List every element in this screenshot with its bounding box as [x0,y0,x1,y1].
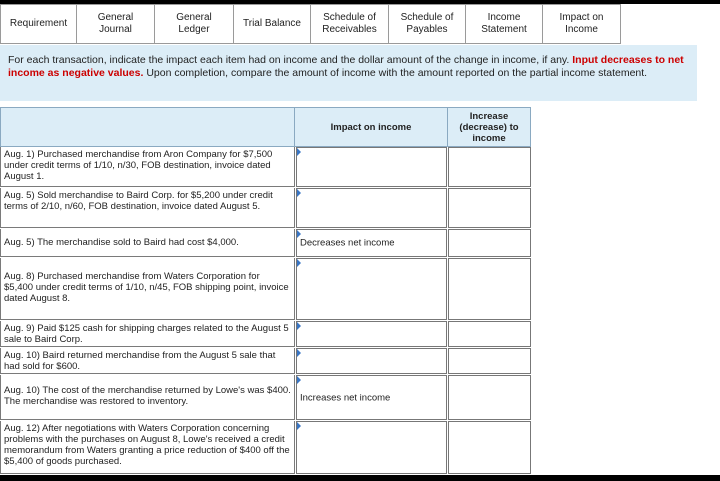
transaction-description: Aug. 5) The merchandise sold to Baird had cost $4,000. [0,229,295,257]
dropdown-marker-icon [297,148,301,156]
transaction-description: Aug. 10) The cost of the merchandise returned by Lowe's was $400. The merchandise was restored to inventory. [0,375,295,420]
tab-requirement[interactable] [0,4,77,44]
tab-label: Requirement [9,18,68,29]
transaction-description: Aug. 9) Paid $125 cash for shipping charges related to the August 5 sale to Baird Corp. [0,321,295,347]
instructions-rest: Upon completion, compare the amount of income with the amount reported on the partial income statement. [143,67,648,79]
header-increase-decrease: Increase (decrease) to income [448,107,531,147]
tab-impact-on-income[interactable] [543,4,621,44]
impact-select[interactable] [296,375,447,420]
header-blank [0,107,295,147]
impact-select[interactable] [296,348,447,374]
impact-select[interactable] [296,229,447,257]
transaction-description: Aug. 8) Purchased merchandise from Waters Corporation for $5,400 under credit terms of 1/10, n/45, FOB shipping point, invoice dated August 8. [0,258,295,320]
instructions-text: For each transaction, indicate the impact each item had on income and the dollar amount of the change in income, if any. [8,54,570,66]
dropdown-marker-icon [297,189,301,197]
impact-select[interactable] [296,188,447,228]
amount-input[interactable] [448,421,531,474]
transaction-description: Aug. 12) After negotiations with Waters Corporation concerning problems with the purchases on August 8, Lowe's received a credit memorandum from Waters granting a price reduction of $400 off the $5,400 of goods purchased. [0,421,295,474]
amount-input[interactable] [448,348,531,374]
impact-value: Decreases net income [300,237,395,249]
tab-general-journal[interactable] [77,4,155,44]
tab-income-statement[interactable] [466,4,543,44]
impact-select[interactable] [296,321,447,347]
table-row [0,348,531,374]
amount-input[interactable] [448,321,531,347]
tab-schedule-of-receivables[interactable] [311,4,389,44]
amount-input[interactable] [448,258,531,320]
tab-bar [0,4,720,44]
dropdown-marker-icon [297,422,301,430]
amount-input[interactable] [448,229,531,257]
tab-label: General Ledger [176,12,212,35]
tab-label: General Journal [97,12,134,35]
transaction-description: Aug. 1) Purchased merchandise from Aron Company for $7,500 under credit terms of 1/10, n/30, FOB destination, invoice dated August 1. [0,147,295,187]
transaction-description: Aug. 10) Baird returned merchandise from the August 5 sale that had sold for $600. [0,348,295,374]
impact-select[interactable] [296,258,447,320]
dropdown-marker-icon [297,259,301,267]
amount-input[interactable] [448,375,531,420]
table-row [0,229,531,257]
tab-label: Income Statement [481,12,527,35]
header-impact-on-income: Impact on income [295,107,448,147]
impact-value: Increases net income [300,392,391,403]
table-row [0,375,531,420]
table-row [0,421,531,474]
impact-select[interactable] [296,421,447,474]
tab-label: Schedule of Receivables [322,12,377,35]
table-row [0,258,531,320]
transaction-description: Aug. 5) Sold merchandise to Baird Corp. for $5,200 under credit terms of 2/10, n/60, FOB destination, invoice dated August 5. [0,188,295,228]
dropdown-marker-icon [297,349,301,357]
dropdown-marker-icon [297,322,301,330]
instructions-panel [0,45,697,101]
tab-label: Impact on Income [559,12,604,35]
dropdown-marker-icon [297,376,301,384]
amount-input[interactable] [448,147,531,187]
impact-select[interactable] [296,147,447,187]
tab-label: Trial Balance [243,18,301,29]
amount-input[interactable] [448,188,531,228]
tab-label: Schedule of Payables [400,12,454,35]
instructions-emphasis: Input decreases to net income as negative values. [8,54,684,79]
impact-table [0,107,531,474]
tab-schedule-of-payables[interactable] [389,4,466,44]
tab-trial-balance[interactable] [234,4,311,44]
table-row [0,321,531,347]
table-row [0,188,531,228]
tab-general-ledger[interactable] [155,4,234,44]
table-row [0,147,531,187]
bottom-border [0,475,720,481]
